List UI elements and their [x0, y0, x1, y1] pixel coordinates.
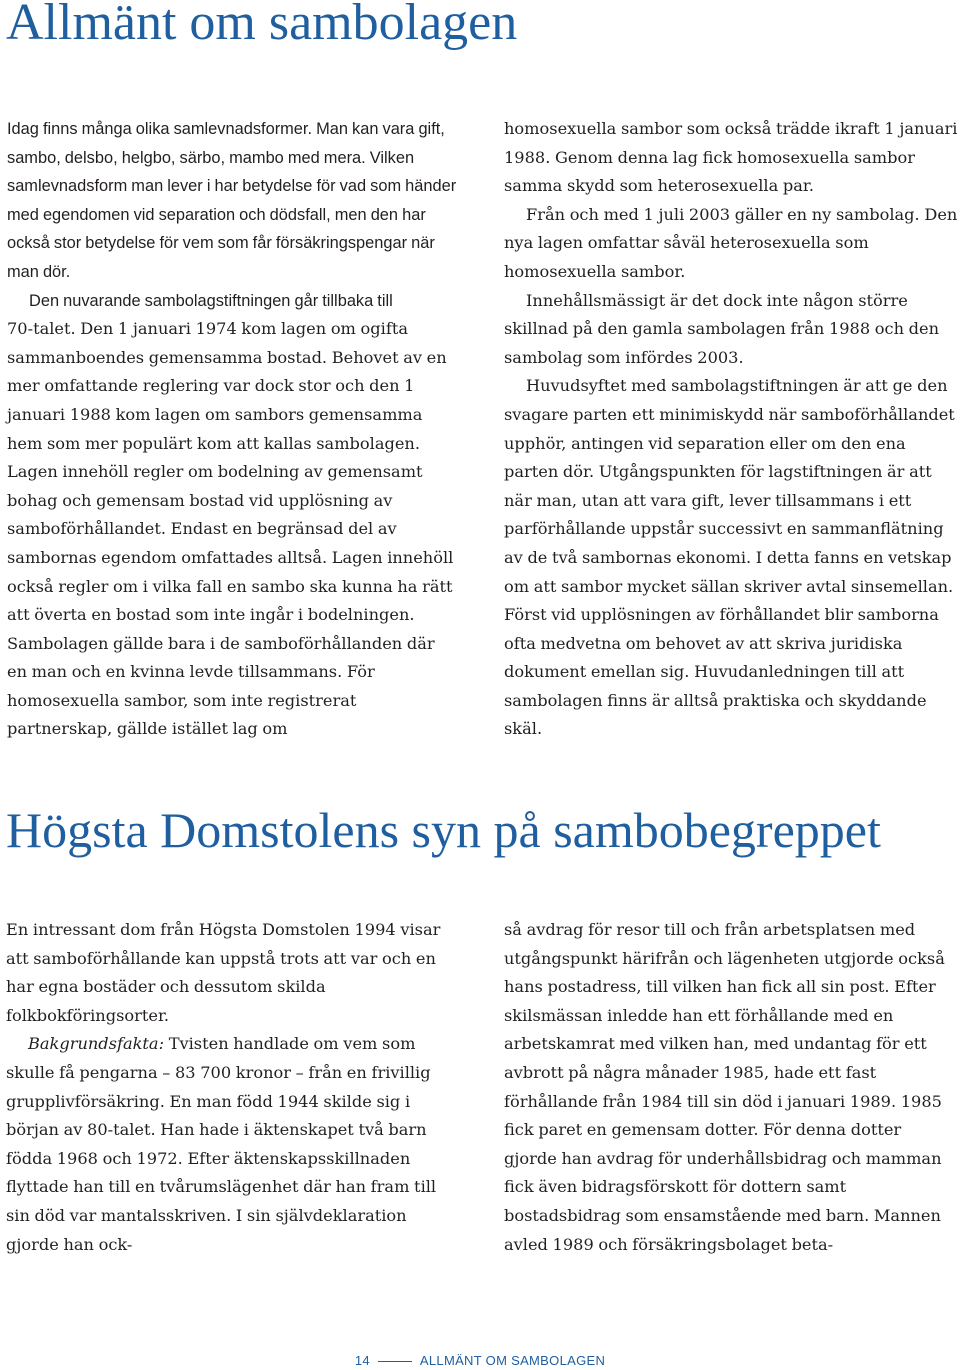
- running-title: ALLMÄNT OM SAMBOLAGEN: [419, 1353, 606, 1368]
- section2-column-right: [504, 916, 958, 1259]
- paragraph: Huvudsyftet med sambolagstiftningen är att ge den svagare parten ett minimiskydd när samboförhållandet upphör, antingen vid separation eller om den ena parten dör. Utgångspunkten för lagstiftningen är att när man, utan att vara gift, lever tillsammans i ett parförhållande uppstår successivt en sammanflätning av de två sambornas ekonomi. I detta fanns en vetskap om att sambor mycket sällan skriver avtal sinsemellan. Först vid upplösningen av förhållandet blir samborna ofta medvetna om behovet av att skriva juridiska dokument emellan sig. Huvudanledningen till att sambolagen finns är alltså praktiska och skyddande skäl.: [504, 376, 955, 739]
- paragraph: Från och med 1 juli 2003 gäller en ny sambolag. Den nya lagen omfattar såväl heterosexuella som homosexuella sambor.: [504, 204, 958, 281]
- page-footer: [0, 1352, 960, 1370]
- paragraph: Innehållsmässigt är det dock inte någon större skillnad på den gamla sambolagen från 1988 och den sambolag som infördes 2003.: [504, 290, 940, 367]
- paragraph: [6, 1030, 460, 1259]
- footer-divider: [378, 1361, 412, 1362]
- paragraph: 70-talet. Den 1 januari 1974 kom lagen om ogifta sammanboendes gemensamma bostad. Behovet av en mer omfattande reglering var dock stor och den 1 januari 1988 kom lagen om sambors gemensamma hem som mer populärt kom att kallas sambolagen. Lagen innehöll regler om bodelning av gemensamt bohag och gemensam bostad vid upplösning av samboförhållandet. Endast en begränsad del av sambornas egendom omfattades alltså. Lagen innehöll också regler om i vilka fall en sambo ska kunna ha rätt att överta en bostad som inte ingår i bodelningen. Sambolagen gällde bara i de samboförhållanden där en man och en kvinna levde tillsammans. För homosexuella sambor, som inte registrerat partnerskap, gällde istället lag om: [7, 319, 454, 739]
- paragraph: En intressant dom från Högsta Domstolen 1994 visar att samboförhållande kan uppstå trots att var och en har egna bostäder och dessutom skilda folkbokföringsorter.: [6, 920, 441, 1025]
- section-title-hogsta-domstolen: Högsta Domstolens syn på sambobegreppet: [6, 802, 881, 858]
- paragraph: homosexuella sambor som också trädde ikraft 1 januari 1988. Genom denna lag fick homosexuella sambor samma skydd som heterosexuella par.: [504, 119, 958, 196]
- paragraph: Idag finns många olika samlevnadsformer. Man kan vara gift, sambo, delsbo, helgbo, särbo, mambo med mera. Vilken samlevnadsform man lever i har betydelse för vad som händer med egendomen vid separation och dödsfall, men den har också stor betydelse för vem som får försäkringspengar när man dör.: [7, 120, 457, 281]
- section1-column-left: [7, 115, 459, 744]
- section1-column-right: [504, 115, 958, 744]
- paragraph: så avdrag för resor till och från arbetsplatsen med utgångspunkt härifrån och lägenheten utgjorde också hans postadress, till vilken han fick all sin post. Efter skilsmässan inledde han ett förhållande med en arbetskamrat med vilken han, med undantag för ett avbrott på några månader 1985, hade ett fast förhållande från 1984 till sin död i januari 1989. 1985 fick paret en gemensam dotter. För denna dotter gjorde han avdrag för underhållsbidrag och mamman fick även bidragsförskott för dottern samt bostadsbidrag som ensamstående med barn. Mannen avled 1989 och försäkringsbolaget beta-: [504, 920, 945, 1254]
- background-facts-label: Bakgrundsfakta:: [28, 1034, 165, 1054]
- paragraph: Den nuvarande sambolagstiftningen går tillbaka till: [29, 291, 393, 310]
- section2-column-left: [6, 916, 460, 1259]
- paragraph-text: Tvisten handlade om vem som skulle få pengarna – 83 700 kronor – från en frivillig grupplivförsäkring. En man född 1944 skilde sig i början av 80-talet. Han hade i äktenskapet två barn födda 1968 och 1972. Efter äktenskapsskillnaden flyttade han till en tvårumslägenhet där han fram till sin död var mantalsskriven. I sin självdeklaration gjorde han ock-: [6, 1034, 437, 1254]
- page-number: 14: [354, 1353, 370, 1368]
- section-title-sambolagen: Allmänt om sambolagen: [6, 0, 518, 51]
